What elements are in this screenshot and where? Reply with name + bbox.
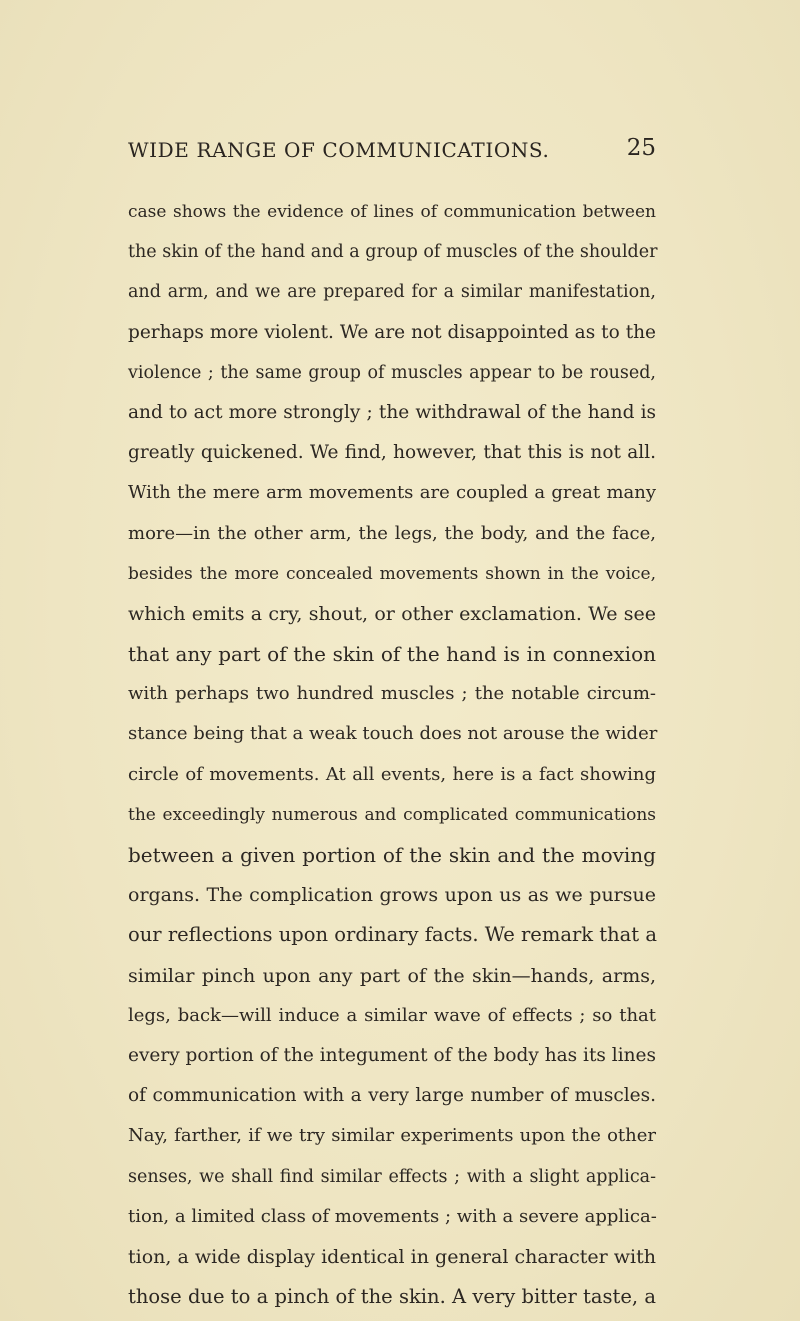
text-line: more—in the other arm, the legs, the body, and the face,: [128, 522, 656, 544]
text-line: between a given portion of the skin and the moving: [128, 843, 656, 867]
body-text: [128, 192, 656, 1317]
text-line: which emits a cry, shout, or other exclamation. We see: [128, 602, 656, 625]
text-line: Nay, farther, if we try similar experiments upon the other: [128, 1125, 656, 1147]
text-line: case shows the evidence of lines of communication between: [128, 202, 656, 222]
text-line: the skin of the hand and a group of muscles of the shoulder: [128, 242, 658, 263]
text-line: violence ; the same group of muscles appear to be roused,: [128, 362, 656, 383]
text-line: those due to a pinch of the skin. A very bitter taste, a: [128, 1285, 656, 1309]
text-line: similar pinch upon any part of the skin—hands, arms,: [128, 964, 656, 987]
text-line: senses, we shall find similar effects ; with a slight applica-: [128, 1166, 656, 1187]
text-line: circle of movements. At all events, here is a fact showing: [128, 763, 656, 785]
text-line: and arm, and we are prepared for a similar manifestation,: [128, 282, 656, 303]
text-line: tion, a wide display identical in general character with: [128, 1245, 656, 1268]
running-head: [128, 135, 656, 170]
text-line: our reflections upon ordinary facts. We remark that a: [128, 923, 657, 947]
text-line: the exceedingly numerous and complicated communications: [128, 804, 656, 825]
running-title: WIDE RANGE OF COMMUNICATIONS.: [128, 138, 550, 162]
text-line: besides the more concealed movements shown in the voice,: [128, 563, 656, 584]
text-line: that any part of the skin of the hand is in connexion: [128, 642, 656, 667]
page-number: 25: [626, 135, 656, 161]
text-line: greatly quickened. We find, however, that this is not all.: [128, 442, 656, 464]
text-line: stance being that a weak touch does not arouse the wider: [128, 723, 658, 745]
text-line: organs. The complication grows upon us as we pursue: [128, 884, 656, 907]
text-line: of communication with a very large number of muscles.: [128, 1085, 656, 1107]
text-line: with perhaps two hundred muscles ; the notable circum-: [128, 683, 656, 705]
text-line: legs, back—will induce a similar wave of effects ; so that: [128, 1004, 656, 1026]
text-line: With the mere arm movements are coupled a great many: [128, 482, 656, 504]
text-line: perhaps more violent. We are not disappointed as to the: [128, 321, 656, 343]
text-line: tion, a limited class of movements ; with a severe applica-: [128, 1205, 657, 1227]
text-line: and to act more strongly ; the withdrawal of the hand is: [128, 401, 656, 423]
text-line: every portion of the integument of the body has its lines: [128, 1044, 656, 1066]
